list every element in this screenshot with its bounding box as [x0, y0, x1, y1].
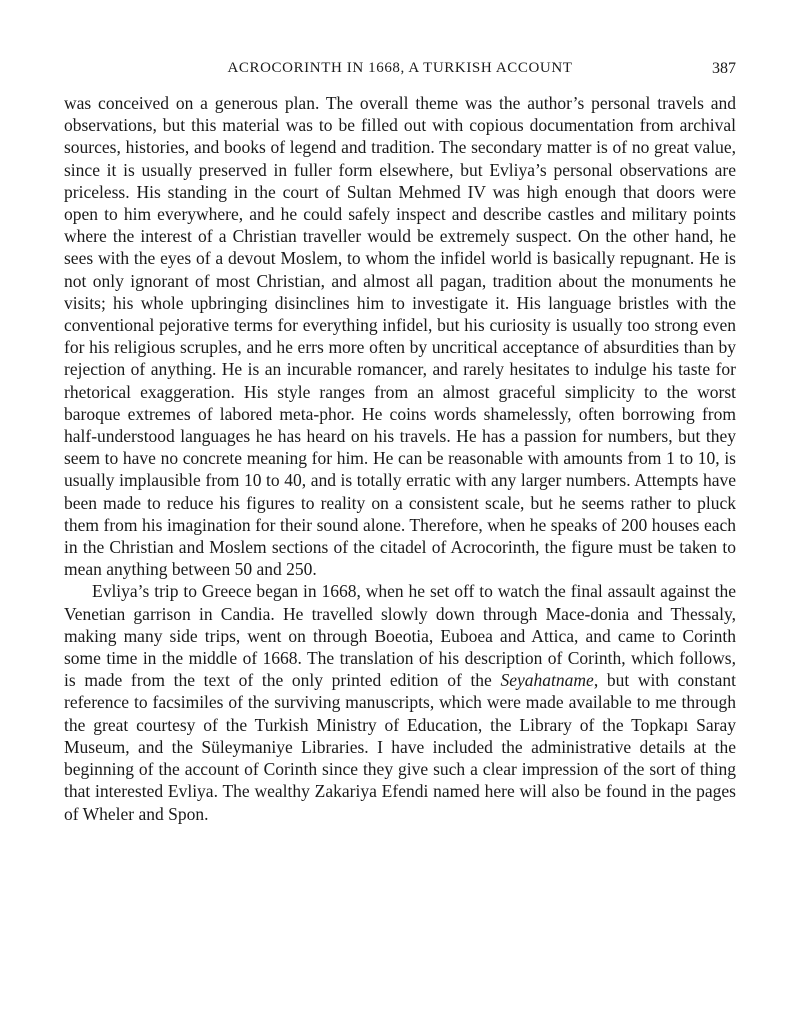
paragraph-1-text: was conceived on a generous plan. The overall theme was the author’s personal travels and observations, but this material was to be filled out with copious documentation from archival sources, histories, and books of legend and tradition. The secondary matter is of no great value, since it is usually preserved in fuller form elsewhere, but Evliya’s personal observations are priceless. His standing in the court of Sultan Mehmed IV was high enough that doors were open to him everywhere, and he could safely inspect and describe castles and military points where the interest of a Christian traveller would be extremely suspect. On the other hand, he sees with the eyes of a devout Moslem, to whom the infidel world is basically repugnant. He is not only ignorant of most Christian, and almost all pagan, tradition about the monuments he visits; his whole upbringing disinclines him to investigate it. His language bristles with the conventional pejorative terms for everything infidel, but his curiosity is usually too strong even for his religious scruples, and he errs more often by uncritical acceptance of absurdities than by rejection of anything. He is an incurable romancer, and rarely hesitates to indulge his taste for rhetorical exaggeration. His style ranges from an almost graceful simplicity to the worst baroque extremes of labored meta-phor. He coins words shamelessly, often borrowing from half-understood languages he has heard on his travels. He has a passion for numbers, but they seem to have no concrete meaning for him. He can be reasonable with amounts from 1 to 10, is usually implausible from 10 to 40, and is totally erratic with any larger numbers. Attempts have been made to reduce his figures to reality on a consistent scale, but he seems rather to pluck them from his imagination for their sound alone. Therefore, when he speaks of 200 houses each in the Christian and Moslem sections of the citadel of Acrocorinth, the figure must be taken to mean anything between 50 and 250. — [64, 93, 736, 580]
paragraph-2-text-start: Evliya’s trip to Greece began in 1668, when he set off to watch the final assault against the Venetian garrison in Candia. He travelled slowly down through Mace-donia and Thessaly, making many side trips, went on through Boeotia, Euboea and Attica, and came to Corinth some time in the middle of 1668. The translation of his description of Corinth, which follows, is made from the text of the only printed edition of the — [64, 581, 736, 691]
paragraph-1 — [64, 92, 736, 580]
paragraph-2-text-end: , but with constant reference to facsimiles of the surviving manuscripts, which were made available to me through the great courtesy of the Turkish Ministry of Education, the Library of the Topkapı Saray Museum, and the Süleymaniye Libraries. I have included the administrative details at the beginning of the account of Corinth since they give such a clear impression of the sort of thing that interested Evliya. The wealthy Zakariya Efendi named here will also be found in the pages of Wheler and Spon. — [64, 670, 737, 824]
book-title-italic: Seyahatname — [500, 670, 594, 691]
paragraph-2 — [64, 580, 736, 824]
running-head — [64, 58, 736, 82]
body-text — [64, 92, 736, 825]
running-title: ACROCORINTH IN 1668, A TURKISH ACCOUNT — [227, 60, 573, 76]
page-number: 387 — [712, 60, 736, 77]
